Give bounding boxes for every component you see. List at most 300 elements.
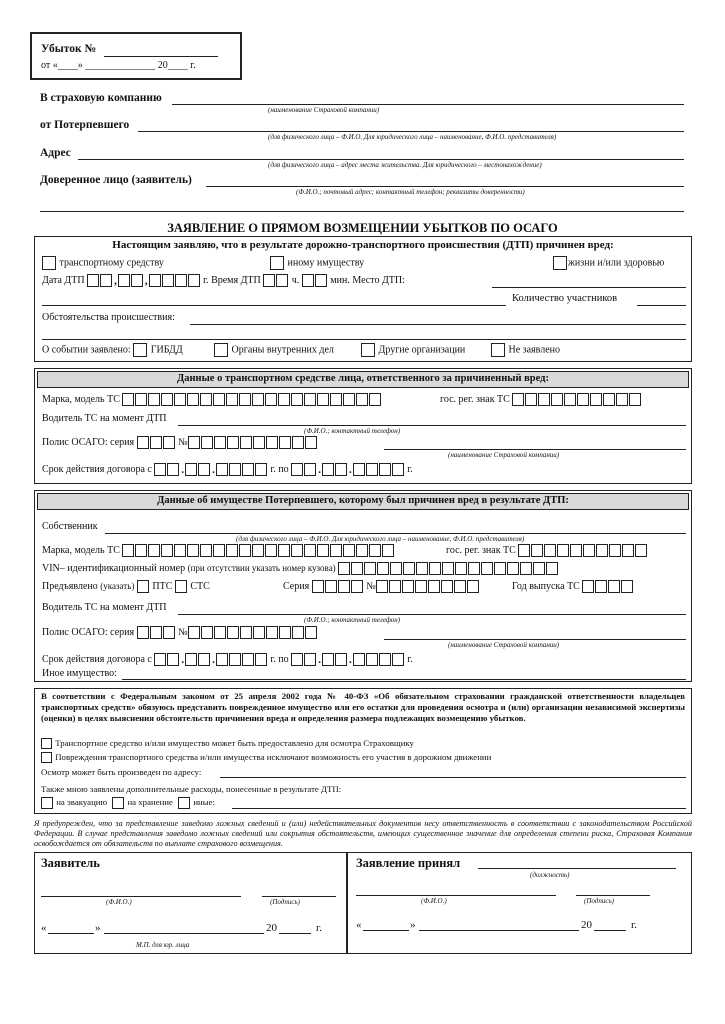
entry-cell[interactable] [317, 393, 329, 406]
entry-cell[interactable] [403, 562, 415, 575]
entry-cell[interactable] [338, 580, 350, 593]
entry-cell[interactable] [150, 626, 162, 639]
applicant-sign-field[interactable] [262, 896, 336, 897]
accepted-position-field[interactable] [478, 868, 676, 869]
checkbox-police[interactable] [214, 343, 228, 357]
separator-dot: . [181, 463, 185, 476]
entry-cell[interactable] [557, 544, 569, 557]
victim-field[interactable] [138, 131, 684, 132]
entry-cell[interactable] [150, 436, 162, 449]
entry-cell[interactable] [214, 626, 226, 639]
opt-pts-label: ПТС [152, 580, 173, 592]
victim-term-to-cells[interactable] [291, 653, 405, 666]
loss-number-field[interactable] [104, 56, 218, 57]
entry-cell[interactable] [402, 580, 414, 593]
entry-cell[interactable] [322, 463, 334, 476]
applicant-fio-hint: (Ф.И.О.) [106, 898, 132, 906]
entry-cell[interactable] [137, 436, 149, 449]
entry-cell[interactable] [590, 393, 602, 406]
owner-field[interactable] [105, 533, 686, 534]
entry-cell[interactable] [167, 653, 179, 666]
entry-cell[interactable] [163, 436, 175, 449]
proxy-field-line2[interactable] [40, 211, 684, 212]
accident-place-line2[interactable] [42, 305, 506, 306]
entry-cell[interactable] [265, 544, 277, 557]
entry-cell[interactable] [229, 653, 241, 666]
entry-cell[interactable] [240, 626, 252, 639]
stamp-hint: М.П. для юр. лица [136, 941, 190, 949]
culprit-term-row [42, 463, 413, 476]
victim-term-year-suffix: г. [407, 653, 413, 665]
victim-model-row [42, 544, 395, 557]
opt-damaged[interactable] [41, 752, 491, 763]
entry-cell[interactable] [227, 626, 239, 639]
entry-cell[interactable] [87, 274, 99, 287]
checkbox-damaged[interactable] [41, 752, 52, 763]
applicant-fio-field[interactable] [41, 896, 241, 897]
entry-cell[interactable] [390, 562, 402, 575]
opt-life-label: жизни и/или здоровью [568, 257, 665, 269]
separator-dot: . [318, 653, 321, 666]
entry-cell[interactable] [629, 393, 641, 406]
opt-property[interactable] [270, 256, 364, 270]
applicant-date-year[interactable] [279, 933, 311, 934]
entry-cell[interactable] [226, 544, 238, 557]
inspection-address-field[interactable] [220, 777, 686, 778]
accepted-sign-hint: (Подпись) [584, 897, 614, 905]
entry-cell[interactable] [322, 653, 334, 666]
checkbox-not-notified[interactable] [491, 343, 505, 357]
doc-number-sign: № [366, 580, 376, 592]
entry-cell[interactable] [253, 626, 265, 639]
entry-cell[interactable] [187, 544, 199, 557]
entry-cell[interactable] [467, 580, 479, 593]
culprit-policy-number-cells[interactable] [188, 436, 318, 449]
entry-cell[interactable] [379, 463, 391, 476]
opt-not-notified-label: Не заявлено [508, 344, 561, 356]
culprit-plate-row [440, 393, 642, 406]
entry-cell[interactable] [302, 274, 314, 287]
checkbox-other-org[interactable] [361, 343, 375, 357]
culprit-term-from-cells[interactable] [154, 463, 268, 476]
culprit-insurer-field[interactable] [384, 449, 686, 450]
circumstances-field-line2[interactable] [42, 339, 686, 340]
opt-police[interactable] [214, 343, 334, 357]
entry-cell[interactable] [252, 544, 264, 557]
accepted-sign-field[interactable] [576, 895, 650, 896]
entry-cell[interactable] [148, 393, 160, 406]
entry-cell[interactable] [583, 544, 595, 557]
other-property-field[interactable] [122, 679, 686, 680]
entry-cell[interactable] [263, 274, 275, 287]
opt-available-label: Транспортное средство и/или имущество может быть предоставлено для осмотра Страховщику [55, 738, 414, 748]
entry-cell[interactable] [481, 562, 493, 575]
entry-cell[interactable] [122, 393, 134, 406]
entry-cell[interactable] [167, 463, 179, 476]
entry-cell[interactable] [455, 562, 467, 575]
applicant-date-close: » [95, 922, 101, 934]
entry-cell[interactable] [292, 626, 304, 639]
entry-cell[interactable] [520, 562, 532, 575]
time-hour-cells[interactable] [263, 274, 289, 287]
entry-cell[interactable] [131, 274, 143, 287]
entry-cell[interactable] [188, 436, 200, 449]
checkbox-evac[interactable] [41, 797, 53, 809]
entry-cell[interactable] [122, 544, 134, 557]
entry-cell[interactable] [356, 544, 368, 557]
entry-cell[interactable] [518, 544, 530, 557]
entry-cell[interactable] [525, 393, 537, 406]
entry-cell[interactable] [551, 393, 563, 406]
entry-cell[interactable] [198, 463, 210, 476]
entry-cell[interactable] [291, 544, 303, 557]
opt-storage-label: на хранение [127, 797, 173, 808]
form-title: ЗАЯВЛЕНИЕ О ПРЯМОМ ВОЗМЕЩЕНИИ УБЫТКОВ ПО ОСАГО [167, 221, 558, 235]
entry-cell[interactable] [135, 393, 147, 406]
checkbox-pts[interactable] [137, 580, 149, 593]
entry-cell[interactable] [291, 463, 303, 476]
culprit-plate-cells[interactable] [512, 393, 642, 406]
checkbox-storage[interactable] [112, 797, 124, 809]
entry-cell[interactable] [137, 626, 149, 639]
opt-other-costs-label: иные: [193, 797, 216, 808]
entry-cell[interactable] [239, 393, 251, 406]
entry-cell[interactable] [174, 544, 186, 557]
entry-cell[interactable] [188, 274, 200, 287]
victim-term-to-label: г. по [270, 653, 289, 665]
checkbox-other-costs[interactable] [178, 797, 190, 809]
presented-label: Предъявлено [42, 580, 98, 592]
opt-other-org-label: Другие организации [378, 344, 466, 356]
entry-cell[interactable] [149, 274, 161, 287]
entry-cell[interactable] [148, 544, 160, 557]
victim-driver-field[interactable] [178, 614, 686, 615]
entry-cell[interactable] [494, 562, 506, 575]
entry-cell[interactable] [185, 653, 197, 666]
notified-label: О событии заявлено: [42, 344, 131, 356]
doc-series-cells[interactable] [312, 580, 364, 593]
entry-cell[interactable] [335, 653, 347, 666]
entry-cell[interactable] [335, 463, 347, 476]
entry-cell[interactable] [278, 393, 290, 406]
entry-cell[interactable] [428, 580, 440, 593]
accepted-title: Заявление принял [356, 856, 461, 870]
inspection-address-label: Осмотр может быть произведен по адресу: [41, 767, 202, 777]
opt-not-notified[interactable] [491, 343, 560, 357]
entry-cell[interactable] [330, 393, 342, 406]
opt-other-org[interactable] [361, 343, 465, 357]
checkbox-property[interactable] [270, 256, 284, 270]
entry-cell[interactable] [338, 562, 350, 575]
opt-life[interactable] [553, 256, 664, 270]
accepted-year-suffix: г. [631, 919, 638, 931]
other-costs-field[interactable] [232, 808, 686, 809]
victim-term-row [42, 653, 413, 666]
entry-cell[interactable] [100, 274, 112, 287]
applicant-date-month[interactable] [104, 933, 264, 934]
entry-cell[interactable] [305, 626, 317, 639]
entry-cell[interactable] [253, 436, 265, 449]
entry-cell[interactable] [392, 463, 404, 476]
entry-cell[interactable] [416, 562, 428, 575]
entry-cell[interactable] [621, 580, 633, 593]
applicant-date-day[interactable] [48, 933, 94, 934]
separator-dot: . [348, 653, 352, 666]
date-year-suffix: г. [203, 274, 209, 286]
entry-cell[interactable] [635, 544, 647, 557]
time-min-cells[interactable] [302, 274, 328, 287]
checkbox-vehicle[interactable] [42, 256, 56, 270]
loss-date-line[interactable]: от «____» ______________ 20____ г. [41, 60, 196, 71]
culprit-model-cells[interactable] [122, 393, 382, 406]
entry-cell[interactable] [252, 393, 264, 406]
proxy-label: Доверенное лицо (заявитель) [40, 174, 192, 186]
entry-cell[interactable] [595, 580, 607, 593]
entry-cell[interactable] [429, 562, 441, 575]
entry-cell[interactable] [369, 393, 381, 406]
entry-cell[interactable] [570, 544, 582, 557]
participants-label: Количество участников [512, 293, 618, 304]
opt-vehicle-label: транспортному средству [59, 257, 164, 269]
entry-cell[interactable] [577, 393, 589, 406]
entry-cell[interactable] [200, 544, 212, 557]
entry-cell[interactable] [278, 544, 290, 557]
entry-cell[interactable] [312, 580, 324, 593]
entry-cell[interactable] [564, 393, 576, 406]
victim-insurer-field[interactable] [384, 639, 686, 640]
entry-cell[interactable] [379, 653, 391, 666]
entry-cell[interactable] [315, 274, 327, 287]
entry-cell[interactable] [279, 436, 291, 449]
entry-cell[interactable] [135, 544, 147, 557]
entry-cell[interactable] [351, 580, 363, 593]
entry-cell[interactable] [454, 580, 466, 593]
entry-cell[interactable] [187, 393, 199, 406]
entry-cell[interactable] [154, 463, 166, 476]
date-day-cells[interactable] [87, 274, 113, 287]
entry-cell[interactable] [161, 544, 173, 557]
entry-cell[interactable] [507, 562, 519, 575]
culprit-term-label: Срок действия договора с [42, 463, 152, 475]
entry-cell[interactable] [538, 393, 550, 406]
vehicle-year-cells[interactable] [582, 580, 634, 593]
applicant-title: Заявитель [41, 856, 100, 870]
entry-cell[interactable] [266, 626, 278, 639]
entry-cell[interactable] [343, 393, 355, 406]
accident-date-row [42, 274, 405, 287]
entry-cell[interactable] [531, 544, 543, 557]
checkbox-gibdd[interactable] [133, 343, 147, 357]
entry-cell[interactable] [603, 393, 615, 406]
victim-policy-row [42, 626, 318, 639]
entry-cell[interactable] [118, 274, 130, 287]
entry-cell[interactable] [276, 274, 288, 287]
entry-cell[interactable] [198, 653, 210, 666]
entry-cell[interactable] [512, 393, 524, 406]
culprit-policy-series-cells[interactable] [137, 436, 176, 449]
checkbox-life[interactable] [553, 256, 567, 270]
entry-cell[interactable] [343, 544, 355, 557]
address-field[interactable] [78, 159, 684, 160]
accepted-fio-hint: (Ф.И.О.) [421, 897, 447, 905]
applicant-date-open: « [41, 922, 47, 934]
entry-cell[interactable] [227, 436, 239, 449]
victim-term-from-cells[interactable] [154, 653, 268, 666]
entry-cell[interactable] [279, 626, 291, 639]
culprit-driver-field[interactable] [178, 425, 686, 426]
separator-dot: . [181, 653, 185, 666]
entry-cell[interactable] [175, 274, 187, 287]
entry-cell[interactable] [185, 463, 197, 476]
entry-cell[interactable] [188, 626, 200, 639]
entry-cell[interactable] [366, 653, 378, 666]
participants-field[interactable] [637, 305, 686, 306]
entry-cell[interactable] [582, 580, 594, 593]
doc-number-cells[interactable] [376, 580, 480, 593]
entry-cell[interactable] [163, 626, 175, 639]
vin-row [42, 562, 559, 575]
separator-dot: , [144, 274, 148, 287]
entry-cell[interactable] [200, 393, 212, 406]
victim-model-cells[interactable] [122, 544, 395, 557]
entry-cell[interactable] [291, 393, 303, 406]
opt-available[interactable] [41, 738, 414, 749]
victim-policy-number-cells[interactable] [188, 626, 318, 639]
entry-cell[interactable] [161, 393, 173, 406]
entry-cell[interactable] [242, 653, 254, 666]
entry-cell[interactable] [216, 653, 228, 666]
entry-cell[interactable] [213, 544, 225, 557]
entry-cell[interactable] [468, 562, 480, 575]
entry-cell[interactable] [304, 463, 316, 476]
vin-cells[interactable] [338, 562, 559, 575]
entry-cell[interactable] [366, 463, 378, 476]
entry-cell[interactable] [546, 562, 558, 575]
date-month-cells[interactable] [118, 274, 144, 287]
separator-dot: , [114, 274, 117, 287]
entry-cell[interactable] [255, 653, 267, 666]
entry-cell[interactable] [266, 436, 278, 449]
entry-cell[interactable] [154, 653, 166, 666]
entry-cell[interactable] [616, 393, 628, 406]
entry-cell[interactable] [382, 544, 394, 557]
entry-cell[interactable] [596, 544, 608, 557]
entry-cell[interactable] [608, 580, 620, 593]
separator-dot: . [212, 653, 215, 666]
entry-cell[interactable] [609, 544, 621, 557]
separator-dot: . [318, 463, 321, 476]
owner-label: Собственник [42, 521, 98, 532]
insurer-field[interactable] [172, 104, 684, 105]
entry-cell[interactable] [622, 544, 634, 557]
victim-plate-cells[interactable] [518, 544, 648, 557]
date-year-cells[interactable] [149, 274, 201, 287]
entry-cell[interactable] [442, 562, 454, 575]
entry-cell[interactable] [174, 393, 186, 406]
culprit-term-to-cells[interactable] [291, 463, 405, 476]
accepted-date-year[interactable] [594, 930, 626, 931]
entry-cell[interactable] [325, 580, 337, 593]
entry-cell[interactable] [242, 463, 254, 476]
entry-cell[interactable] [216, 463, 228, 476]
applicant-year-suffix: г. [316, 922, 323, 934]
entry-cell[interactable] [317, 544, 329, 557]
checkbox-sts[interactable] [175, 580, 187, 593]
victim-plate-row [446, 544, 648, 557]
entry-cell[interactable] [369, 544, 381, 557]
entry-cell[interactable] [544, 544, 556, 557]
entry-cell[interactable] [330, 544, 342, 557]
checkbox-available[interactable] [41, 738, 52, 749]
vin-note: (при отсутствии указать номер кузова) [187, 562, 336, 573]
entry-cell[interactable] [265, 393, 277, 406]
entry-cell[interactable] [304, 393, 316, 406]
entry-cell[interactable] [255, 463, 267, 476]
accepted-fio-field[interactable] [356, 895, 556, 896]
entry-cell[interactable] [353, 463, 365, 476]
culprit-driver-label: Водитель ТС на момент ДТП [42, 413, 167, 424]
entry-cell[interactable] [376, 580, 388, 593]
entry-cell[interactable] [356, 393, 368, 406]
entry-cell[interactable] [305, 436, 317, 449]
loss-number-label: Убыток № [41, 43, 97, 55]
victim-label: от Потерпевшего [40, 119, 130, 131]
culprit-model-label: Марка, модель ТС [42, 393, 120, 405]
opt-gibdd-label: ГИБДД [150, 344, 183, 356]
entry-cell[interactable] [291, 653, 303, 666]
entry-cell[interactable] [229, 463, 241, 476]
accident-time-label: Время ДТП [211, 274, 261, 286]
entry-cell[interactable] [392, 653, 404, 666]
victim-policy-series-cells[interactable] [137, 626, 176, 639]
accident-place-field[interactable] [492, 287, 686, 288]
entry-cell[interactable] [201, 626, 213, 639]
proxy-field[interactable] [206, 186, 684, 187]
entry-cell[interactable] [213, 393, 225, 406]
vin-label: VIN– идентификационный номер [42, 562, 186, 574]
circumstances-field[interactable] [190, 324, 686, 325]
extra-costs-label: Также мною заявлены дополнительные расходы, понесенные в результате ДТП: [41, 784, 342, 794]
entry-cell[interactable] [304, 653, 316, 666]
entry-cell[interactable] [364, 562, 376, 575]
entry-cell[interactable] [162, 274, 174, 287]
opt-vehicle[interactable] [42, 256, 164, 270]
entry-cell[interactable] [415, 580, 427, 593]
entry-cell[interactable] [441, 580, 453, 593]
series-label: Серия [283, 580, 310, 592]
entry-cell[interactable] [226, 393, 238, 406]
owner-hint: (для физического лица – Ф.И.О. Для юридического лица – наименование, Ф.И.О. представителя) [236, 535, 525, 543]
entry-cell[interactable] [377, 562, 389, 575]
entry-cell[interactable] [304, 544, 316, 557]
entry-cell[interactable] [240, 436, 252, 449]
accepted-date-day[interactable] [363, 930, 409, 931]
entry-cell[interactable] [389, 580, 401, 593]
accepted-date-month[interactable] [419, 930, 579, 931]
entry-cell[interactable] [353, 653, 365, 666]
liability-warning: Я предупрежден, что за представление заведомо ложных сведений и (или) недействительных документов несу ответственность в соответствии с законодательством Российской Федерации. В случае представления заведомо ложных сведений или сокрытия обстоятельств, имеющих существенное значение для определения степени риска, Страховая Компания освобождается от обязательств по выплате страхового возмещения. [34, 819, 692, 849]
entry-cell[interactable] [351, 562, 363, 575]
opt-police-label: Органы внутренних дел [231, 344, 334, 356]
entry-cell[interactable] [214, 436, 226, 449]
entry-cell[interactable] [239, 544, 251, 557]
culprit-driver-hint: (Ф.И.О.; контактный телефон) [304, 427, 401, 435]
victim-model-label: Марка, модель ТС [42, 544, 120, 556]
entry-cell[interactable] [201, 436, 213, 449]
entry-cell[interactable] [533, 562, 545, 575]
victim-term-label: Срок действия договора с [42, 653, 152, 665]
entry-cell[interactable] [292, 436, 304, 449]
